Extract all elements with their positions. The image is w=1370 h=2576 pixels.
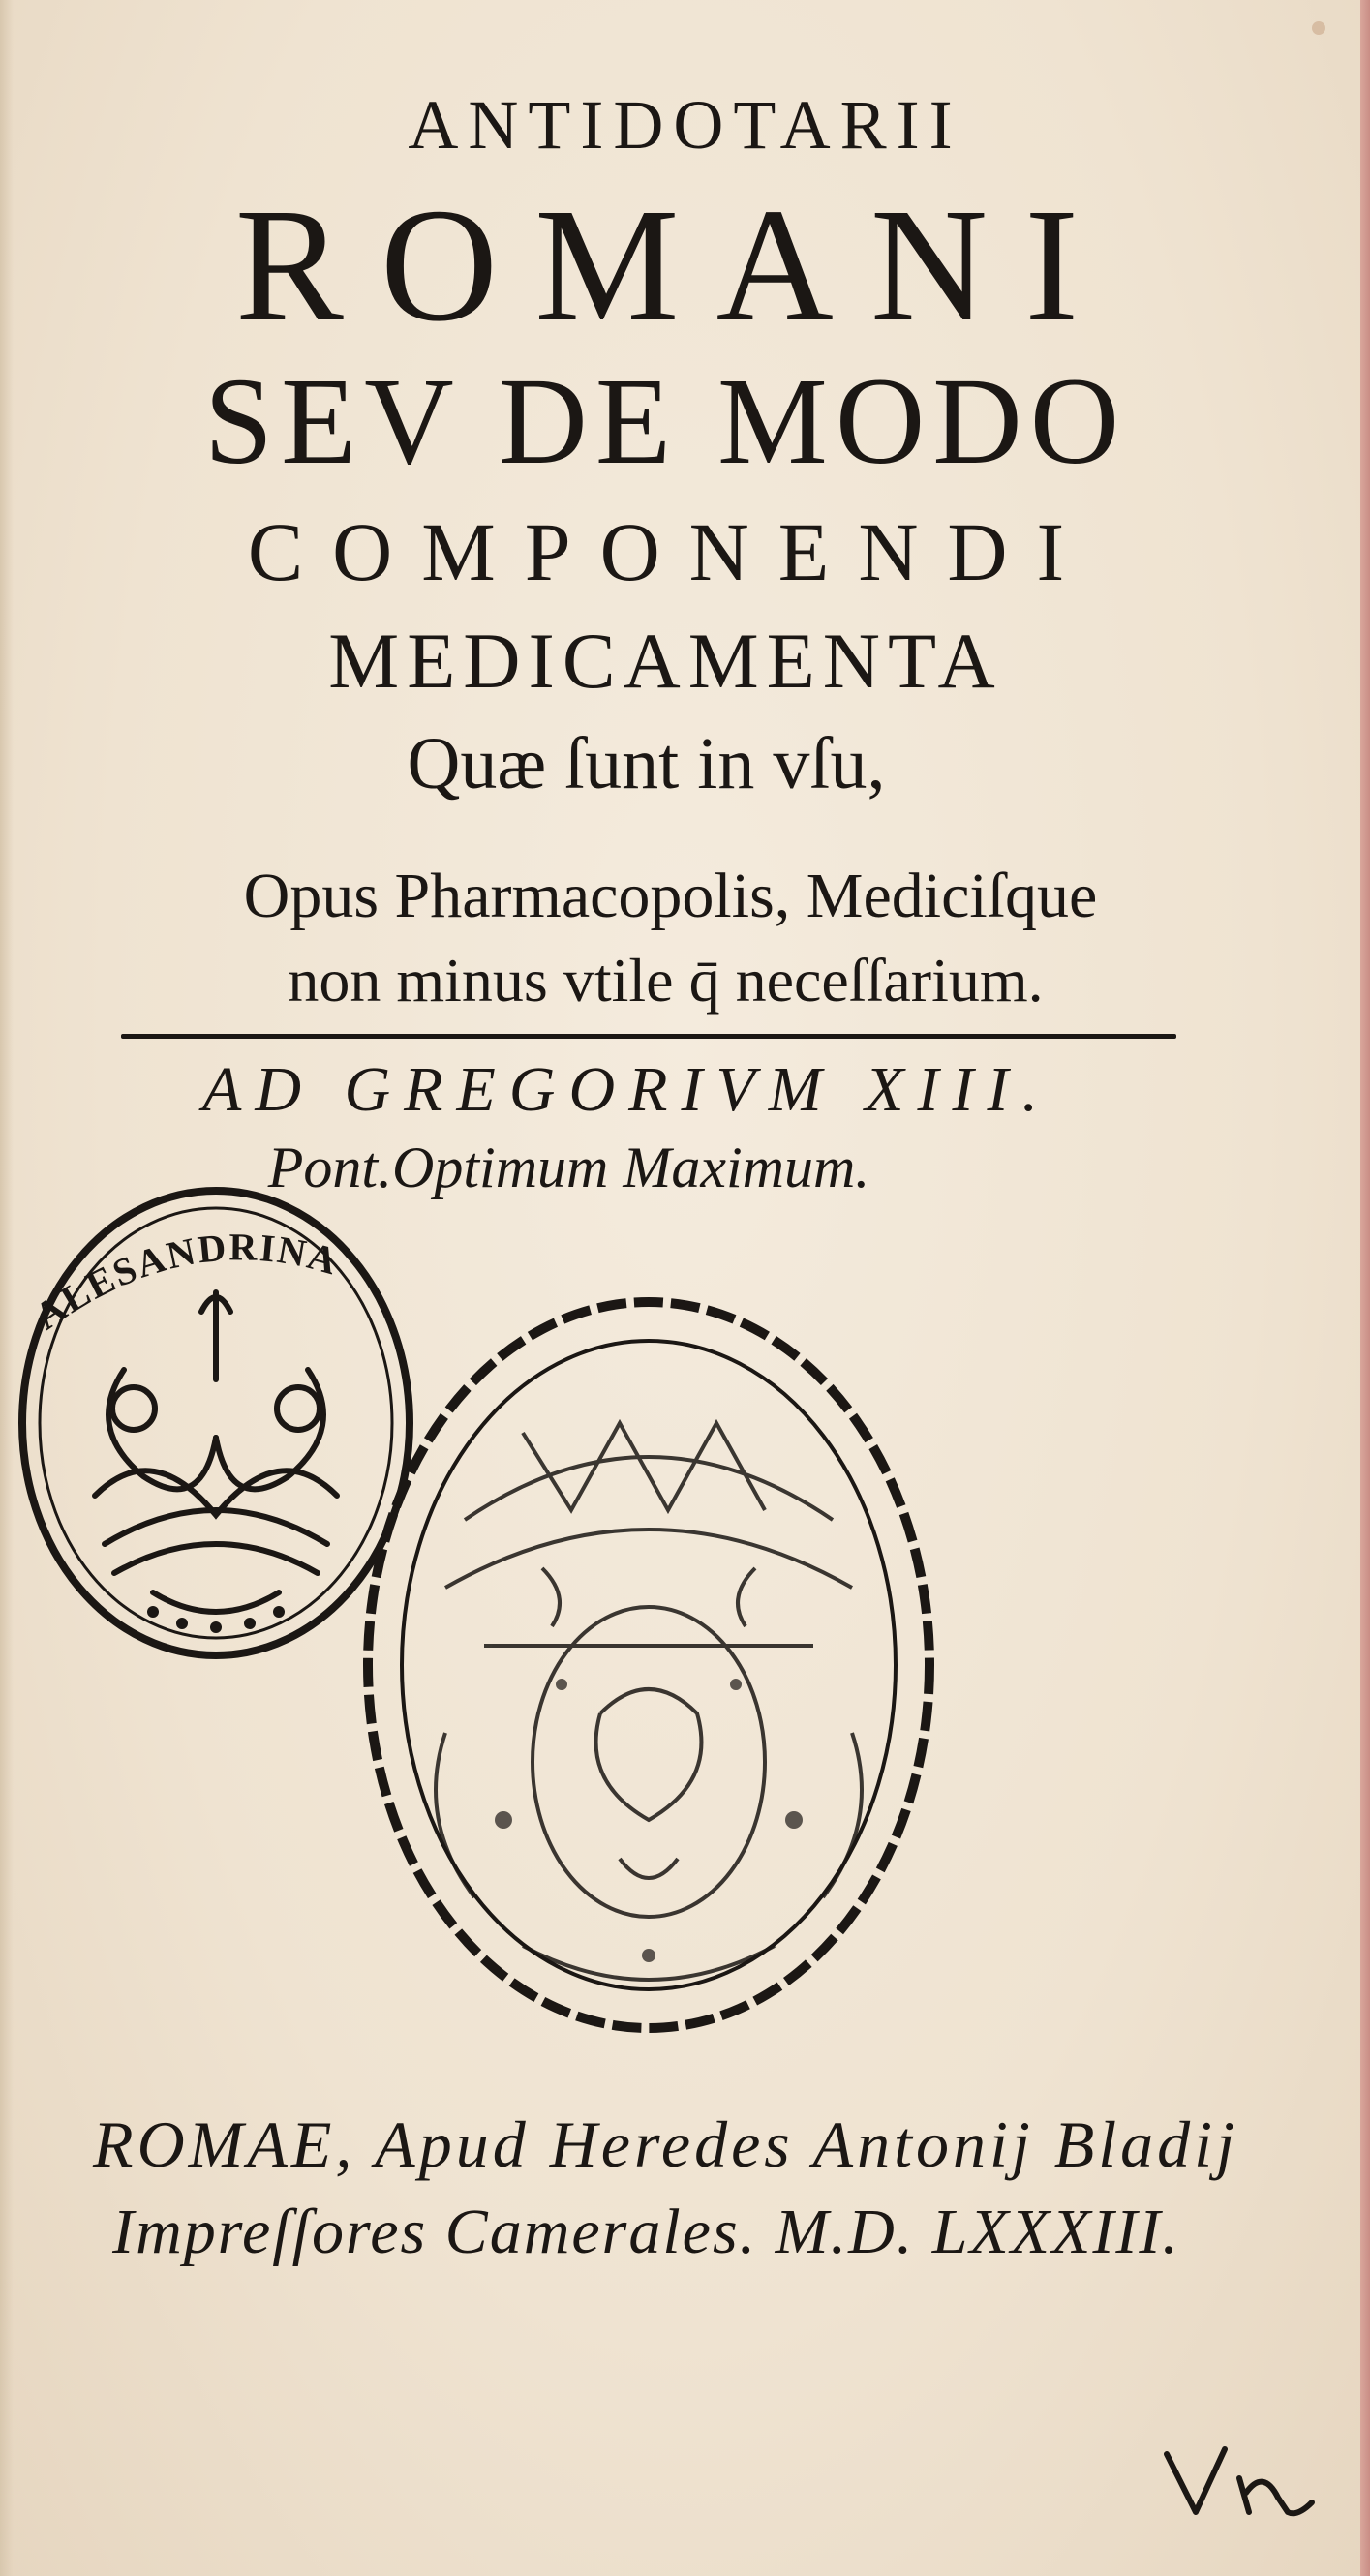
description-line-1: Opus Pharmacopolis, Mediciſque: [243, 861, 1098, 931]
title-line-4: COMPONENDI: [247, 505, 1094, 598]
imprint-line-2: Impreſſores Camerales. M.D. LXXXIII.: [112, 2197, 1180, 2267]
dedication-line-2: Pont.Optimum Maximum.: [267, 1136, 870, 1199]
page-right-edge: [1360, 0, 1370, 2576]
title-line-3: SEV DE MODO: [203, 352, 1128, 490]
printers-device-icon: [329, 1278, 949, 2052]
subtitle-line: Quæ ſunt in vſu,: [407, 723, 886, 804]
title-line-5: MEDICAMENTA: [328, 617, 1003, 705]
stamp-text: ALESANDRINA: [26, 1225, 344, 1339]
title-line-2: ROMANI: [234, 175, 1116, 355]
horizontal-rule: [121, 1034, 1176, 1039]
title-line-1: ANTIDOTARII: [408, 86, 962, 164]
svg-text:ALESANDRINA: [26, 1225, 343, 1338]
handwritten-mark-icon: [1157, 2440, 1322, 2527]
description-line-2: non minus vtile q̄ neceſſarium.: [288, 946, 1044, 1015]
dedication-line-1: AD GREGORIVM XIII.: [202, 1054, 1051, 1125]
imprint-line-1: ROMAE, Apud Heredes Antonij Bladij: [93, 2107, 1238, 2181]
foxing-spot: [1312, 21, 1325, 35]
